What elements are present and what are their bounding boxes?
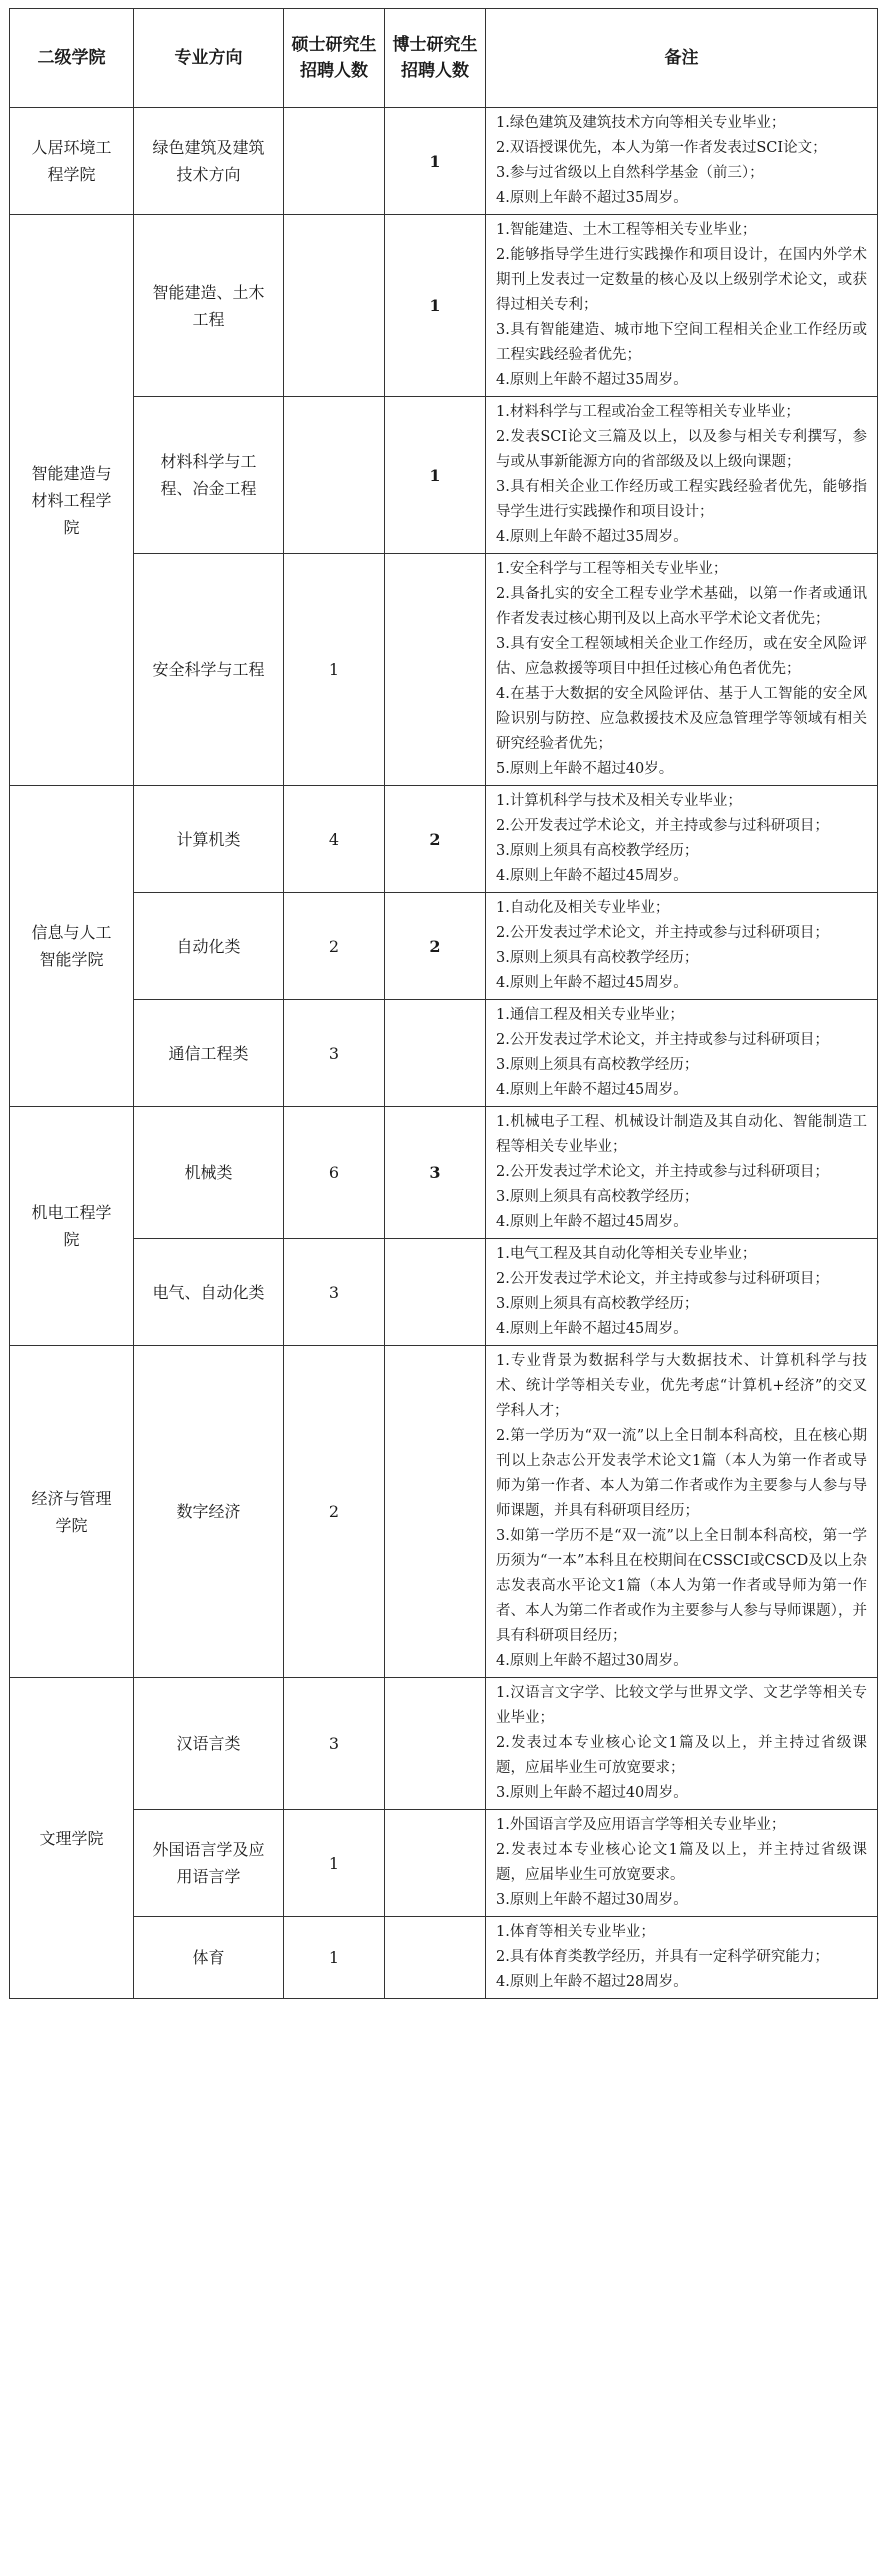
note-line: 4.在基于大数据的安全风险评估、基于人工智能的安全风险识别与防控、应急救援技术及应急管理学等领域有相关研究经验者优先； [496, 686, 867, 752]
college-cell: 文理学院 [10, 1678, 134, 1999]
note-line: 5.原则上年龄不超过40岁。 [496, 761, 674, 777]
notes-cell [486, 1000, 878, 1107]
note-line: 4.原则上年龄不超过45周岁。 [496, 975, 688, 991]
note-line: 2.发表过本专业核心论文1篇及以上，并主持过省级课题，应届毕业生可放宽要求； [496, 1735, 867, 1776]
note-line: 3.参与过省级以上自然科学基金（前三）； [496, 165, 764, 181]
phd-count-cell: 2 [385, 786, 486, 893]
masters-count-cell: 6 [284, 1107, 385, 1239]
note-line: 2.具备扎实的安全工程专业学术基础，以第一作者或通讯作者发表过核心期刊及以上高水平学术论文者优先； [496, 586, 867, 627]
note-line: 2.公开发表过学术论文，并主持或参与过科研项目； [496, 1271, 829, 1287]
note-line: 4.原则上年龄不超过35周岁。 [496, 372, 688, 388]
note-line: 4.原则上年龄不超过45周岁。 [496, 1214, 688, 1230]
major-cell: 安全科学与工程 [134, 554, 284, 786]
college-cell: 经济与管理学院 [10, 1346, 134, 1678]
phd-count-cell [385, 554, 486, 786]
phd-count-cell [385, 1239, 486, 1346]
table-row [10, 1107, 878, 1239]
phd-count-cell [385, 1000, 486, 1107]
note-line: 4.原则上年龄不超过30周岁。 [496, 1653, 688, 1669]
header-major: 专业方向 [134, 9, 284, 108]
note-line: 3.具有安全工程领域相关企业工作经历，或在安全风险评估、应急救援等项目中担任过核心角色者优先； [496, 636, 867, 677]
masters-count-cell: 1 [284, 554, 385, 786]
recruitment-table [9, 8, 878, 1999]
table-row [10, 1810, 878, 1917]
masters-count-cell: 2 [284, 893, 385, 1000]
header-notes: 备注 [486, 9, 878, 108]
notes-cell [486, 1810, 878, 1917]
header-phd-count: 博士研究生招聘人数 [385, 9, 486, 108]
table-body [10, 108, 878, 1999]
college-cell: 智能建造与材料工程学院 [10, 215, 134, 786]
notes-cell [486, 893, 878, 1000]
masters-count-cell [284, 215, 385, 397]
phd-count-cell: 3 [385, 1107, 486, 1239]
note-line: 1.体育等相关专业毕业； [496, 1924, 655, 1940]
note-line: 2.公开发表过学术论文，并主持或参与过科研项目； [496, 1032, 829, 1048]
table-row [10, 397, 878, 554]
note-line: 4.原则上年龄不超过28周岁。 [496, 1974, 688, 1990]
header-row [10, 9, 878, 108]
note-line: 3.原则上须具有高校教学经历； [496, 1296, 699, 1312]
masters-count-cell: 3 [284, 1000, 385, 1107]
masters-count-cell: 3 [284, 1678, 385, 1810]
phd-count-cell [385, 1917, 486, 1999]
table-row [10, 1239, 878, 1346]
major-cell: 绿色建筑及建筑技术方向 [134, 108, 284, 215]
major-cell: 计算机类 [134, 786, 284, 893]
table-row [10, 893, 878, 1000]
phd-count-cell [385, 1678, 486, 1810]
note-line: 1.计算机科学与技术及相关专业毕业； [496, 793, 742, 809]
major-cell: 通信工程类 [134, 1000, 284, 1107]
note-line: 3.原则上须具有高校教学经历； [496, 1189, 699, 1205]
notes-cell [486, 108, 878, 215]
masters-count-cell: 4 [284, 786, 385, 893]
header-masters-count: 硕士研究生招聘人数 [284, 9, 385, 108]
note-line: 4.原则上年龄不超过35周岁。 [496, 190, 688, 206]
phd-count-cell: 1 [385, 108, 486, 215]
phd-count-cell: 2 [385, 893, 486, 1000]
notes-cell [486, 397, 878, 554]
note-line: 2.第一学历为“双一流”以上全日制本科高校，且在核心期刊以上杂志公开发表学术论文1篇（本人为第一作者或导师为第一作者、本人为第二作者或作为主要参与人参与导师课题，并具有科研项目经历； [496, 1428, 867, 1519]
note-line: 1.汉语言文字学、比较文学与世界文学、文艺学等相关专业毕业； [496, 1685, 867, 1726]
phd-count-cell: 1 [385, 397, 486, 554]
major-cell: 汉语言类 [134, 1678, 284, 1810]
note-line: 1.安全科学与工程等相关专业毕业； [496, 561, 728, 577]
masters-count-cell [284, 397, 385, 554]
table-row [10, 215, 878, 397]
table-row [10, 1678, 878, 1810]
table-row [10, 108, 878, 215]
note-line: 1.智能建造、土木工程等相关专业毕业； [496, 222, 757, 238]
table-row [10, 1000, 878, 1107]
note-line: 3.原则上须具有高校教学经历； [496, 1057, 699, 1073]
note-line: 1.材料科学与工程或冶金工程等相关专业毕业； [496, 404, 800, 420]
notes-cell [486, 786, 878, 893]
note-line: 2.公开发表过学术论文，并主持或参与过科研项目； [496, 925, 829, 941]
masters-count-cell: 1 [284, 1917, 385, 1999]
note-line: 1.绿色建筑及建筑技术方向等相关专业毕业； [496, 115, 786, 131]
note-line: 2.双语授课优先，本人为第一作者发表过SCI论文； [496, 140, 827, 156]
notes-cell [486, 1239, 878, 1346]
note-line: 1.机械电子工程、机械设计制造及其自动化、智能制造工程等相关专业毕业； [496, 1114, 867, 1155]
note-line: 2.发表SCI论文三篇及以上，以及参与相关专利撰写，参与或从事新能源方向的省部级及以上级向课题； [496, 429, 867, 470]
note-line: 2.能够指导学生进行实践操作和项目设计，在国内外学术期刊上发表过一定数量的核心及以上级别学术论文，或获得过相关专利； [496, 247, 867, 313]
note-line: 1.通信工程及相关专业毕业； [496, 1007, 684, 1023]
note-line: 1.专业背景为数据科学与大数据技术、计算机科学与技术、统计学等相关专业，优先考虑“计算机+经济”的交叉学科人才； [496, 1353, 867, 1419]
notes-cell [486, 1678, 878, 1810]
notes-cell [486, 1107, 878, 1239]
note-line: 2.发表过本专业核心论文1篇及以上，并主持过省级课题，应届毕业生可放宽要求。 [496, 1842, 867, 1883]
college-cell: 机电工程学院 [10, 1107, 134, 1346]
note-line: 3.原则上须具有高校教学经历； [496, 950, 699, 966]
phd-count-cell [385, 1346, 486, 1678]
notes-cell [486, 554, 878, 786]
masters-count-cell [284, 108, 385, 215]
masters-count-cell: 1 [284, 1810, 385, 1917]
major-cell: 机械类 [134, 1107, 284, 1239]
notes-cell [486, 1917, 878, 1999]
note-line: 3.原则上年龄不超过40周岁。 [496, 1785, 688, 1801]
note-line: 4.原则上年龄不超过45周岁。 [496, 1321, 688, 1337]
note-line: 4.原则上年龄不超过45周岁。 [496, 868, 688, 884]
note-line: 2.公开发表过学术论文，并主持或参与过科研项目； [496, 818, 829, 834]
masters-count-cell: 2 [284, 1346, 385, 1678]
table-row [10, 1346, 878, 1678]
note-line: 3.原则上年龄不超过30周岁。 [496, 1892, 688, 1908]
major-cell: 自动化类 [134, 893, 284, 1000]
note-line: 4.原则上年龄不超过45周岁。 [496, 1082, 688, 1098]
major-cell: 数字经济 [134, 1346, 284, 1678]
notes-cell [486, 215, 878, 397]
masters-count-cell: 3 [284, 1239, 385, 1346]
phd-count-cell: 1 [385, 215, 486, 397]
college-cell: 人居环境工程学院 [10, 108, 134, 215]
note-line: 4.原则上年龄不超过35周岁。 [496, 529, 688, 545]
note-line: 1.电气工程及其自动化等相关专业毕业； [496, 1246, 757, 1262]
note-line: 3.具有智能建造、城市地下空间工程相关企业工作经历或工程实践经验者优先； [496, 322, 867, 363]
table-row [10, 1917, 878, 1999]
notes-cell [486, 1346, 878, 1678]
note-line: 2.具有体育类教学经历，并具有一定科学研究能力； [496, 1949, 829, 1965]
note-line: 1.自动化及相关专业毕业； [496, 900, 670, 916]
major-cell: 智能建造、土木工程 [134, 215, 284, 397]
college-cell: 信息与人工智能学院 [10, 786, 134, 1107]
table-row [10, 554, 878, 786]
note-line: 2.公开发表过学术论文，并主持或参与过科研项目； [496, 1164, 829, 1180]
note-line: 3.如第一学历不是“双一流”以上全日制本科高校，第一学历须为“一本”本科且在校期间在CSSCI或CSCD及以上杂志发表高水平论文1篇（本人为第一作者或导师为第一作者、本人为第二作者或作为主要参与人参与导师课题），并具有科研项目经历； [496, 1528, 867, 1644]
note-line: 1.外国语言学及应用语言学等相关专业毕业； [496, 1817, 786, 1833]
header-college: 二级学院 [10, 9, 134, 108]
major-cell: 外国语言学及应用语言学 [134, 1810, 284, 1917]
phd-count-cell [385, 1810, 486, 1917]
major-cell: 体育 [134, 1917, 284, 1999]
major-cell: 电气、自动化类 [134, 1239, 284, 1346]
note-line: 3.原则上须具有高校教学经历； [496, 843, 699, 859]
table-row [10, 786, 878, 893]
note-line: 3.具有相关企业工作经历或工程实践经验者优先，能够指导学生进行实践操作和项目设计； [496, 479, 867, 520]
major-cell: 材料科学与工程、冶金工程 [134, 397, 284, 554]
